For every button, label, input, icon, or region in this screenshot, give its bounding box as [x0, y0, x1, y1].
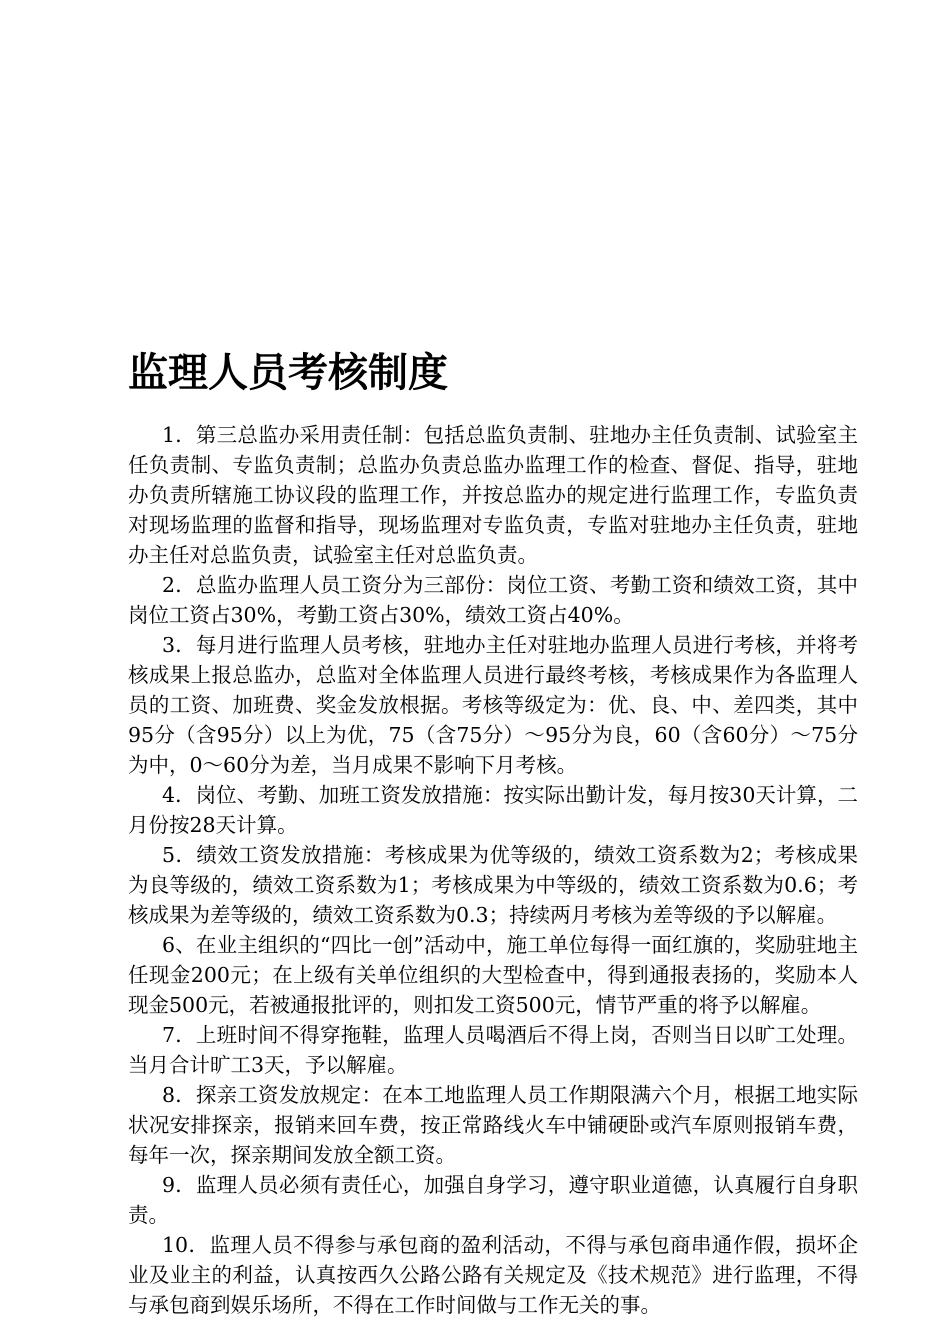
document-body: [128, 420, 858, 1320]
paragraph-7: 7．上班时间不得穿拖鞋，监理人员喝酒后不得上岗，否则当日以旷工处理。当月合计旷工3天，予以解雇。: [128, 1023, 858, 1077]
paragraph-3: 3．每月进行监理人员考核，驻地办主任对驻地办监理人员进行考核，并将考核成果上报总监办，总监对全体监理人员进行最终考核，考核成果作为各监理人员的工资、加班费、奖金发放根据。考核等级定为：优、良、中、差四类，其中95分（含95分）以上为优，75（含75分）～95分为良，60（含60分）～75分为中，0～60分为差，当月成果不影响下月考核。: [128, 633, 858, 777]
paragraph-8: 8．探亲工资发放规定：在本工地监理人员工作期限满六个月，根据工地实际状况安排探亲，报销来回车费，按正常路线火车中铺硬卧或汽车原则报销车费，每年一次，探亲期间发放全额工资。: [128, 1083, 858, 1167]
paragraph-10: 10．监理人员不得参与承包商的盈利活动，不得与承包商串通作假，损坏企业及业主的利益，认真按西久公路公路有关规定及《技术规范》进行监理，不得与承包商到娱乐场所，不得在工作时间做与工作无关的事。: [128, 1233, 858, 1317]
paragraph-5: 5．绩效工资发放措施：考核成果为优等级的，绩效工资系数为2；考核成果为良等级的，绩效工资系数为1；考核成果为中等级的，绩效工资系数为0.6；考核成果为差等级的，绩效工资系数为0.3；持续两月考核为差等级的予以解雇。: [128, 843, 858, 927]
paragraph-1: 1．第三总监办采用责任制：包括总监负责制、驻地办主任负责制、试验室主任负责制、专监负责制；总监办负责总监办监理工作的检查、督促、指导，驻地办负责所辖施工协议段的监理工作，并按总监办的规定进行监理工作，专监负责对现场监理的监督和指导，现场监理对专监负责，专监对驻地办主任负责，驻地办主任对总监负责，试验室主任对总监负责。: [128, 423, 858, 567]
paragraph-4: 4．岗位、考勤、加班工资发放措施：按实际出勤计发，每月按30天计算，二月份按28天计算。: [128, 783, 858, 837]
document-title: 监理人员考核制度: [128, 350, 448, 396]
paragraph-2: 2．总监办监理人员工资分为三部份：岗位工资、考勤工资和绩效工资，其中岗位工资占30%，考勤工资占30%，绩效工资占40%。: [128, 573, 858, 627]
paragraph-9: 9．监理人员必须有责任心，加强自身学习，遵守职业道德，认真履行自身职责。: [128, 1173, 858, 1227]
paragraph-6: 6、在业主组织的“四比一创”活动中，施工单位每得一面红旗的，奖励驻地主任现金200元；在上级有关单位组织的大型检查中，得到通报表扬的，奖励本人现金500元，若被通报批评的，则扣发工资500元，情节严重的将予以解雇。: [128, 933, 858, 1017]
